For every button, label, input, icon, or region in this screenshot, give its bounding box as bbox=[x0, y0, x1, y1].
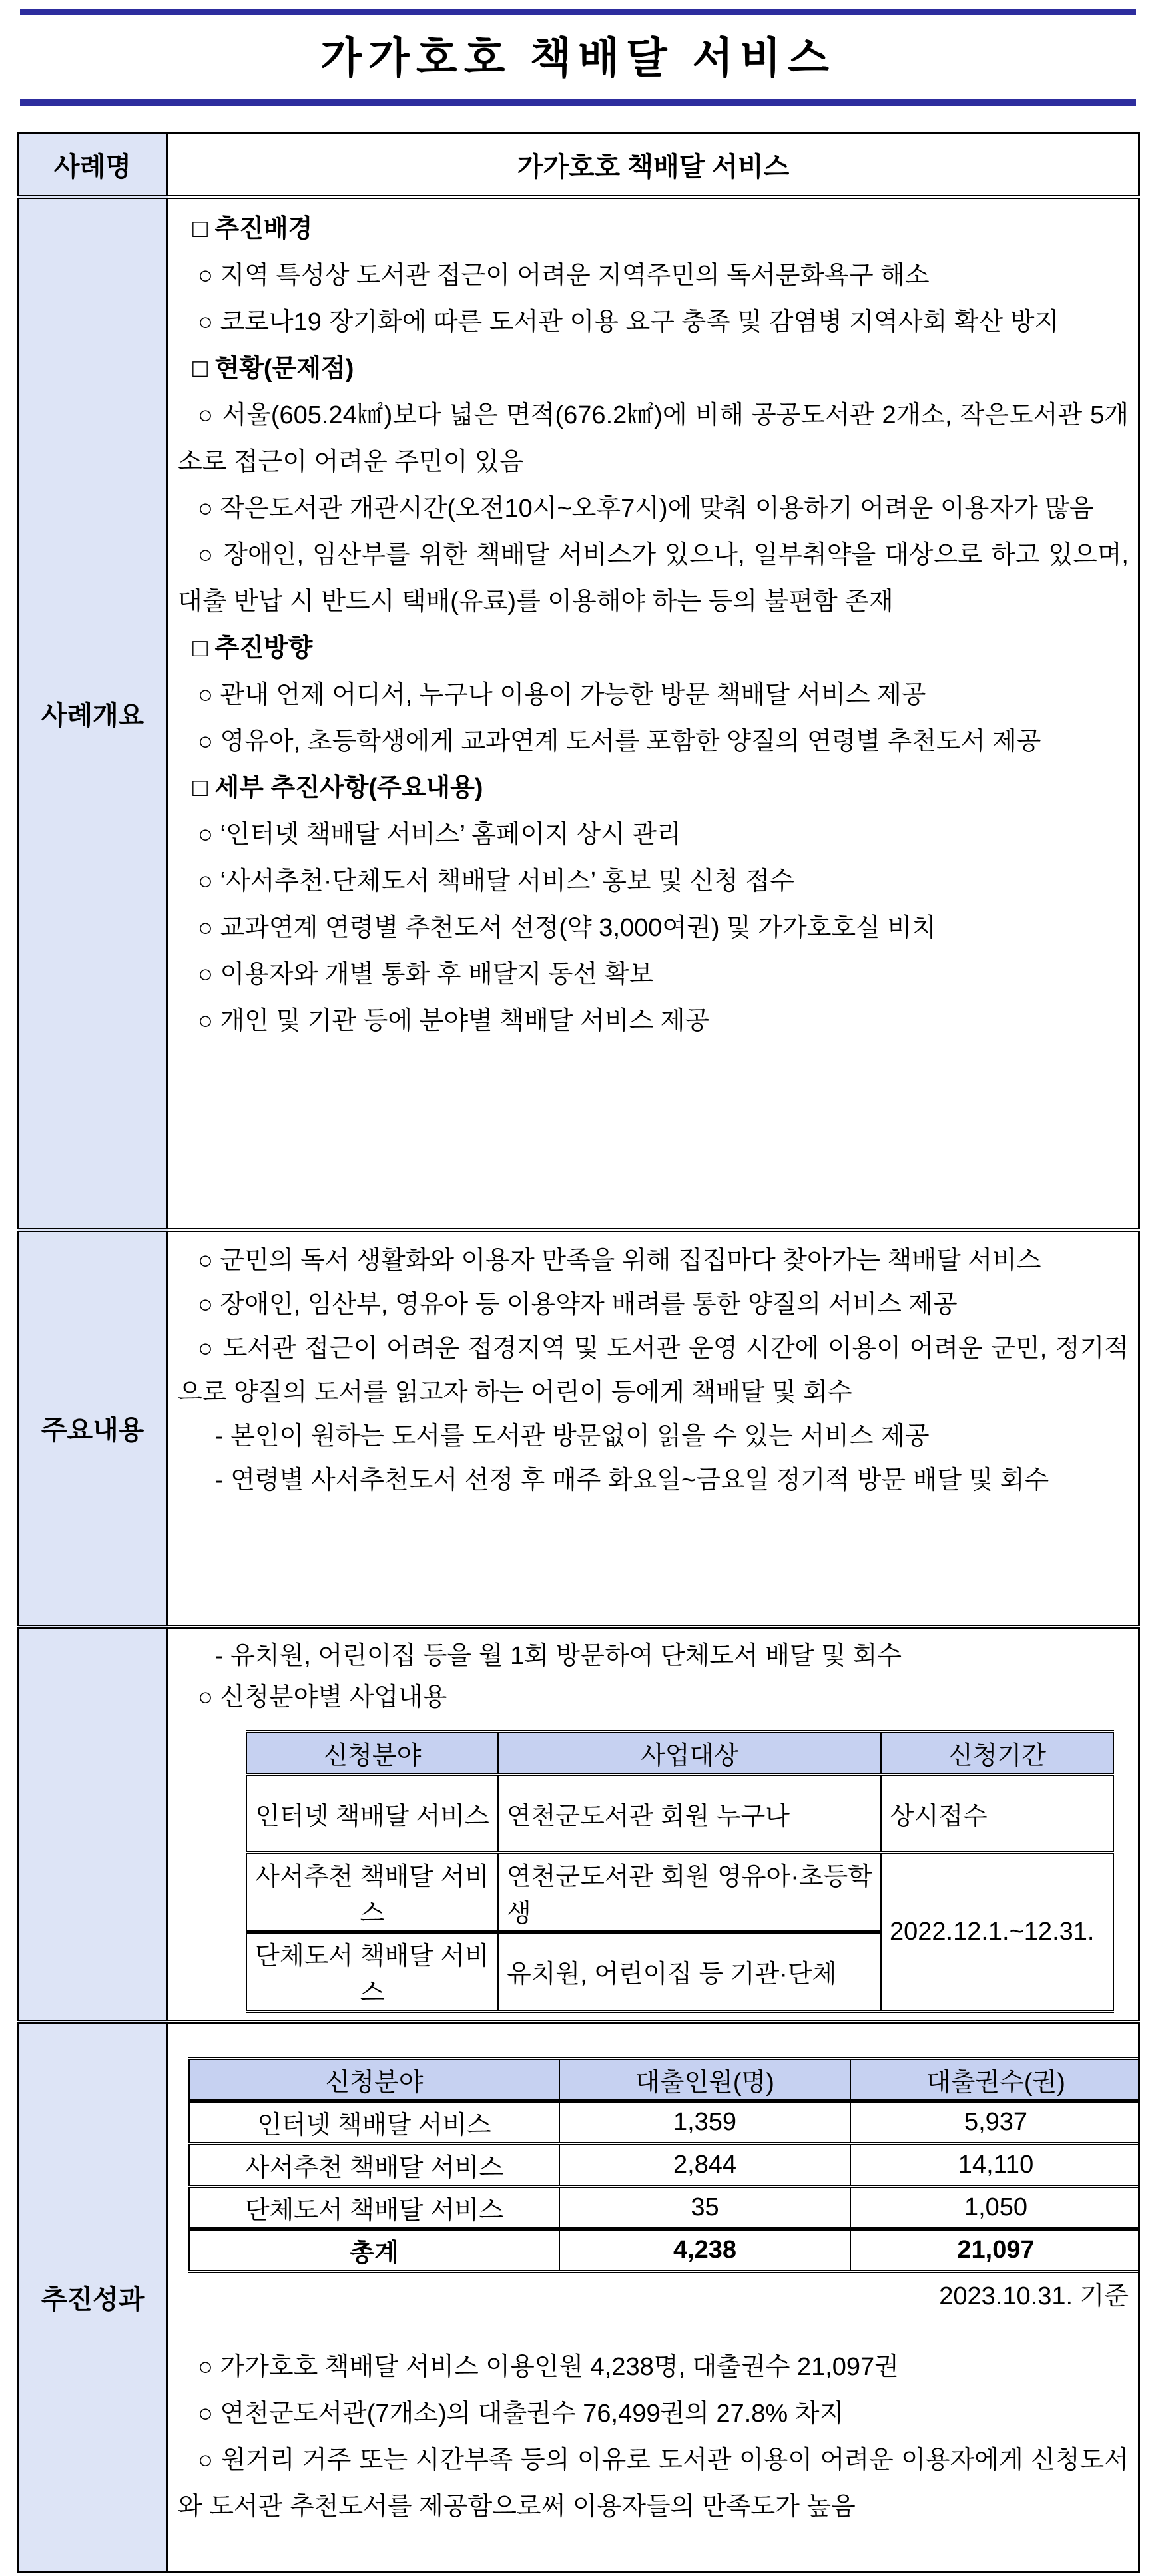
table-row bbox=[246, 1852, 1113, 1932]
category-cell: 단체도서 책배달 서비스 bbox=[189, 2186, 559, 2229]
category-cell: 사서추천 책배달 서비스 bbox=[189, 2143, 559, 2186]
overview-item: ○ 지역 특성상 도서관 접근이 어려운 지역주민의 독서문화욕구 해소 bbox=[198, 261, 930, 290]
category-cell: 인터넷 책배달 서비스 bbox=[189, 2101, 559, 2143]
outcomes-body bbox=[168, 2022, 1139, 2573]
overview-item: ○ 교과연계 연령별 추천도서 선정(약 3,000여권) 및 가가호호실 비치 bbox=[198, 913, 936, 942]
category-cell: 단체도서 책배달 서비스 bbox=[246, 1932, 498, 2011]
volumes-cell: 5,937 bbox=[850, 2101, 1139, 2143]
program-categories-table bbox=[246, 1730, 1114, 2013]
program-details-label bbox=[18, 1627, 168, 2022]
target-cell: 연천군도서관 회원 누구나 bbox=[498, 1774, 881, 1852]
category-cell: 사서추천 책배달 서비스 bbox=[246, 1852, 498, 1932]
table-row bbox=[189, 2143, 1139, 2186]
case-overview-content bbox=[168, 197, 1139, 1230]
overview-item: ○ ‘사서추천·단체도서 책배달 서비스’ 홍보 및 신청 접수 bbox=[198, 867, 794, 895]
target-cell: 연천군도서관 회원 영유아·초등학생 bbox=[498, 1852, 881, 1932]
program-details-item: ○ 신청분야별 사업내용 bbox=[198, 1683, 447, 1711]
main-content-body bbox=[168, 1230, 1139, 1627]
overview-item: ○ 작은도서관 개관시간(오전10시~오후7시)에 맞춰 이용하기 어려운 이용자가 많음 bbox=[198, 494, 1094, 523]
table-header-row bbox=[246, 1731, 1113, 1774]
overview-item: ○ ‘인터넷 책배달 서비스’ 홈페이지 상시 관리 bbox=[198, 820, 681, 849]
case-name-label: 사례명 bbox=[18, 134, 168, 197]
table-row bbox=[189, 2101, 1139, 2143]
overview-item: ○ 개인 및 기관 등에 분야별 책배달 서비스 제공 bbox=[198, 1006, 710, 1035]
case-table bbox=[17, 132, 1140, 2573]
program-details-body bbox=[168, 1627, 1139, 2022]
column-header: 신청분야 bbox=[246, 1731, 498, 1774]
main-content-item: ○ 군민의 독서 생활화와 이용자 만족을 위해 집집마다 찾아가는 책배달 서비스 bbox=[198, 1246, 1041, 1275]
borrowers-cell: 2,844 bbox=[559, 2143, 850, 2186]
period-cell: 2022.12.1.~12.31. bbox=[881, 1852, 1113, 2011]
overview-item: ○ 장애인, 임산부를 위한 책배달 서비스가 있으나, 일부취약을 대상으로 하고 있으며, 대출 반납 시 반드시 택배(유료)를 이용해야 하는 등의 불편함 존재 bbox=[178, 540, 1129, 616]
column-header: 사업대상 bbox=[498, 1731, 881, 1774]
main-content-subitem: - 연령별 사서추천도서 선정 후 매주 화요일~금요일 정기적 방문 배달 및 회수 bbox=[215, 1466, 1049, 1494]
overview-item: ○ 코로나19 장기화에 따른 도서관 이용 요구 충족 및 감염병 지역사회 확산 방지 bbox=[198, 308, 1059, 336]
borrowers-cell: 1,359 bbox=[559, 2101, 850, 2143]
volumes-cell: 1,050 bbox=[850, 2186, 1139, 2229]
total-label-cell: 총계 bbox=[189, 2229, 559, 2271]
column-header: 대출인원(명) bbox=[559, 2058, 850, 2101]
table-row bbox=[246, 1774, 1113, 1852]
document-title: 가가호호 책배달 서비스 bbox=[320, 34, 836, 82]
outcomes-label: 추진성과 bbox=[18, 2022, 168, 2573]
overview-section-heading: □ 추진방향 bbox=[192, 634, 313, 662]
main-content-item: ○ 도서관 접근이 어려운 접경지역 및 도서관 운영 시간에 이용이 어려운 군민, 정기적으로 양질의 도서를 읽고자 하는 어린이 등에게 책배달 및 회수 bbox=[178, 1334, 1129, 1406]
row-program-details bbox=[18, 1627, 1139, 2022]
period-cell: 상시접수 bbox=[881, 1774, 1113, 1852]
table-header-row bbox=[189, 2058, 1139, 2101]
overview-item: ○ 서울(605.24㎢)보다 넓은 면적(676.2㎢)에 비해 공공도서관 2개소, 작은도서관 5개소로 접근이 어려운 주민이 있음 bbox=[178, 401, 1129, 476]
column-header: 신청분야 bbox=[189, 2058, 559, 2101]
total-volumes-cell: 21,097 bbox=[850, 2229, 1139, 2271]
borrowers-cell: 35 bbox=[559, 2186, 850, 2229]
as-of-note: 2023.10.31. 기준 bbox=[939, 2282, 1129, 2310]
title-top-rule bbox=[20, 9, 1136, 15]
category-cell: 인터넷 책배달 서비스 bbox=[246, 1774, 498, 1852]
column-header: 대출권수(권) bbox=[850, 2058, 1139, 2101]
row-case-overview bbox=[18, 197, 1139, 1230]
volumes-cell: 14,110 bbox=[850, 2143, 1139, 2186]
total-borrowers-cell: 4,238 bbox=[559, 2229, 850, 2271]
table-total-row bbox=[189, 2229, 1139, 2271]
case-overview-label: 사례개요 bbox=[18, 197, 168, 1230]
outcomes-item: ○ 연천군도서관(7개소)의 대출권수 76,499권의 27.8% 차지 bbox=[198, 2399, 844, 2428]
main-content-label: 주요내용 bbox=[18, 1230, 168, 1627]
overview-section-heading: □ 추진배경 bbox=[192, 214, 313, 243]
main-content-subitem: - 본인이 원하는 도서를 도서관 방문없이 읽을 수 있는 서비스 제공 bbox=[215, 1422, 930, 1450]
overview-section-heading: □ 현황(문제점) bbox=[192, 354, 354, 383]
target-cell: 유치원, 어린이집 등 기관·단체 bbox=[498, 1932, 881, 2011]
column-header: 신청기간 bbox=[881, 1731, 1113, 1774]
overview-item: ○ 이용자와 개별 통화 후 배달지 동선 확보 bbox=[198, 960, 654, 988]
title-bottom-rule bbox=[20, 99, 1136, 106]
row-main-content bbox=[18, 1230, 1139, 1627]
program-details-subitem: - 유치원, 어린이집 등을 월 1회 방문하여 단체도서 배달 및 회수 bbox=[215, 1641, 902, 1670]
outcomes-stats-table bbox=[188, 2057, 1139, 2273]
overview-section-heading: □ 세부 추진사항(주요내용) bbox=[192, 773, 483, 802]
overview-item: ○ 관내 언제 어디서, 누구나 이용이 가능한 방문 책배달 서비스 제공 bbox=[198, 680, 926, 709]
outcomes-item: ○ 가가호호 책배달 서비스 이용인원 4,238명, 대출권수 21,097권 bbox=[198, 2352, 899, 2381]
table-row bbox=[189, 2186, 1139, 2229]
spacer bbox=[178, 2317, 1129, 2344]
row-outcomes bbox=[18, 2022, 1139, 2573]
outcomes-item: ○ 원거리 거주 또는 시간부족 등의 이유로 도서관 이용이 어려운 이용자에게 신청도서와 도서관 추천도서를 제공함으로써 이용자들의 만족도가 높음 bbox=[178, 2446, 1129, 2521]
row-case-name bbox=[18, 134, 1139, 197]
main-content-item: ○ 장애인, 임산부, 영유아 등 이용약자 배려를 통한 양질의 서비스 제공 bbox=[198, 1290, 958, 1319]
case-name-value: 가가호호 책배달 서비스 bbox=[168, 134, 1139, 197]
document-page bbox=[0, 9, 1156, 2576]
overview-item: ○ 영유아, 초등학생에게 교과연계 도서를 포함한 양질의 연령별 추천도서 제공 bbox=[198, 727, 1041, 755]
